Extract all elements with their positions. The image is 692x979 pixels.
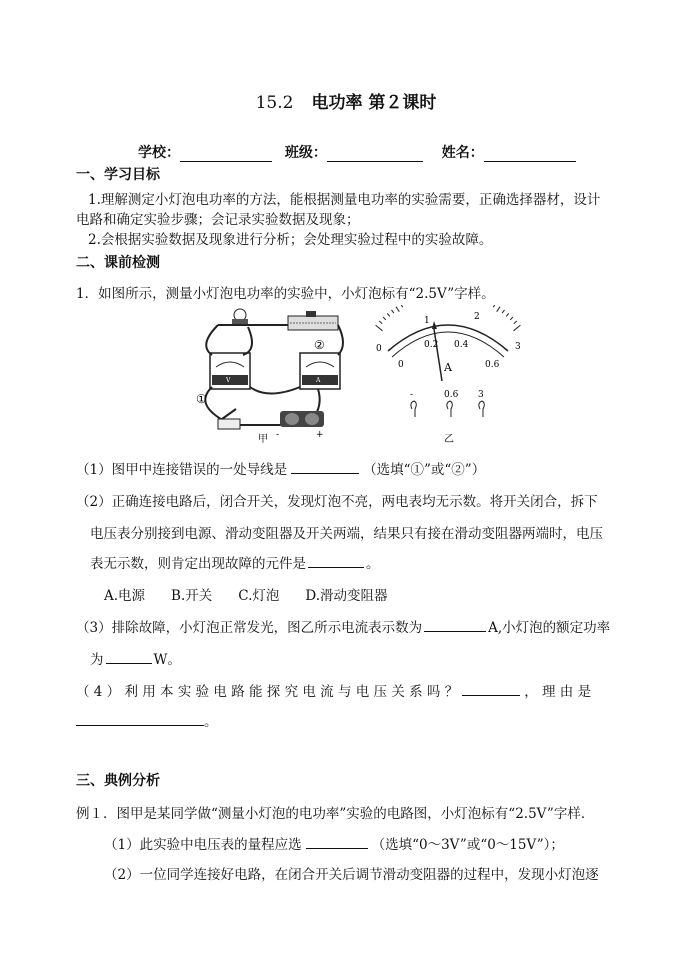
goal-line-2: 电路和确定实验步骤；会记录实验数据及现象； [76,212,360,228]
part-3-text-b: A,小灯泡的额定功率 [488,620,611,636]
circuit-figure-jia [188,305,358,445]
part-1-text: （1）图甲中连接错误的一处导线是 [76,462,288,478]
dial-tick [493,305,495,307]
school-label: 学校： [138,145,180,161]
option-d: D.滑动变阻器 [305,588,388,604]
dial-tick [391,310,393,313]
dial-tick [497,307,500,312]
battery-icon [280,411,324,427]
goal-line-1: 1.理解测定小灯泡电功率的方法，能根据测量电功率的实验需要，正确选择器材，设计 [88,192,601,208]
school-blank[interactable] [180,147,272,162]
figure-label-jia: 甲 [258,434,268,445]
scale-inner-2: 0.4 [454,340,469,350]
class-blank[interactable] [327,147,423,162]
ammeter-icon [300,353,340,389]
part-4-text: （ 4 ） 利 用 本 实 验 电 路 能 探 究 电 流 与 电 压 关 系 吗 ？ [76,684,459,700]
part-1-blank[interactable] [291,460,359,474]
ammeter-label: A [316,377,321,384]
part-2-line-2: 电压表分别接到电源、滑动变阻器及开关两端，结果只有接在滑动变阻器两端时，电压 [90,526,603,542]
terminal-06-label: 0.6 [444,390,459,400]
page-title [0,88,692,113]
switch-icon [218,409,240,429]
part-1-hint: （选填“①”或“②”） [363,462,486,478]
terminal-06-icon [447,401,452,417]
example-1-part-1 [104,833,564,853]
wire-mark-1: ① [196,392,207,406]
name-label: 姓名： [441,145,484,161]
part-4-blank[interactable] [462,682,520,696]
terminal-minus-label: - [410,390,414,400]
student-info-row [138,142,576,162]
rheostat-icon [288,311,338,330]
example-1-part-1-text: （1）此实验中电压表的量程应选 [104,837,302,853]
name-blank[interactable] [484,147,576,162]
part-4-end: 。 [204,714,218,730]
terminal-3-icon [479,401,484,417]
question-1: 1．如图所示，测量小灯泡电功率的实验中，小灯泡标有“2.5V”字样。 [76,286,495,302]
section-3-heading: 三、典例分析 [76,773,160,789]
section-1-heading: 一、学习目标 [76,167,160,183]
terminal-3-label: 3 [478,390,484,400]
example-1-range-blank[interactable] [306,835,368,849]
part-2-options [104,584,414,604]
scale-outer-3: 3 [515,342,521,352]
part-3-text: （3）排除故障，小灯泡正常发光，图乙所示电流表示数为 [76,620,423,636]
dial-tick [401,305,403,307]
goal-line-3: 2.会根据实验数据及现象进行分析；会处理实验过程中的实验故障。 [88,232,493,248]
part-3-text-c: 为 [90,652,104,668]
voltmeter-label: V [226,377,231,384]
part-2-blank[interactable] [308,554,364,568]
dial-tick [514,321,517,324]
figure-label-yi: 乙 [444,434,454,445]
dial-arc [388,325,508,357]
meter-unit-label: A [444,361,452,374]
part-2-end: 。 [366,556,380,572]
terminal-minus-icon [411,401,416,417]
part-4-text-b: ， 理 由 是 [524,684,592,700]
section-2-heading: 二、课前检测 [76,255,160,271]
scale-outer-2: 2 [474,312,480,322]
dial-ticks [376,305,521,331]
ammeter-dial-figure-yi [370,305,530,447]
dial-tick [383,317,386,320]
part-3-power-blank[interactable] [106,650,152,664]
part-3-unit: W。 [153,652,181,668]
part-3-current-blank[interactable] [424,618,486,632]
wire-mark-2: ② [314,338,325,352]
scale-inner-3: 0.6 [485,360,500,370]
part-2-line-1: （2）正确连接电路后，闭合开关，发现灯泡不亮，两电表均无示数。将开关闭合，拆下 [76,494,598,510]
dial-tick [379,321,382,324]
lesson-title: 电功率 第２课时 [311,93,437,113]
part-3-line-2 [90,648,181,668]
scale-outer-0: 0 [376,344,382,354]
option-c: C.灯泡 [238,588,280,604]
dial-tick [506,313,509,316]
dial-tick [513,325,520,331]
scale-inner-0: 0 [398,360,404,370]
battery-plus: + [316,430,324,440]
option-a: A.电源 [104,588,146,604]
part-2-line-3 [90,552,380,572]
part-1 [76,458,485,478]
option-b: B.开关 [171,588,213,604]
lamp-icon [232,309,248,325]
dial-tick [510,317,513,320]
example-1-part-2: （2）一位同学连接好电路，在闭合开关后调节滑动变阻器的过程中，发现小灯泡逐 [104,867,599,883]
part-2-text: 表无示数，则肯定出现故障的元件是 [90,556,306,572]
part-3-line-1 [76,616,610,636]
dial-tick [396,307,399,312]
scale-outer-1: 1 [424,316,430,326]
lesson-number: 15.2 [255,93,294,113]
part-4-line-2 [76,710,218,730]
battery-minus: - [276,430,280,440]
class-label: 班级： [284,145,327,161]
dial-pointer [434,329,442,381]
dial-tick [502,310,504,313]
example-1: 例１．图甲是某同学做“测量小灯泡的电功率”实验的电路图，小灯泡标有“2.5V”字样． [76,806,595,822]
dial-tick [387,313,390,316]
example-1-part-1-hint: （选填“0～3V”或“0～15V”）； [371,837,564,853]
scale-inner-1: 0.2 [424,340,439,350]
part-4-line-1 [76,680,591,700]
voltmeter-icon [210,353,250,389]
part-4-reason-blank[interactable] [76,712,204,726]
dial-tick [376,325,383,331]
